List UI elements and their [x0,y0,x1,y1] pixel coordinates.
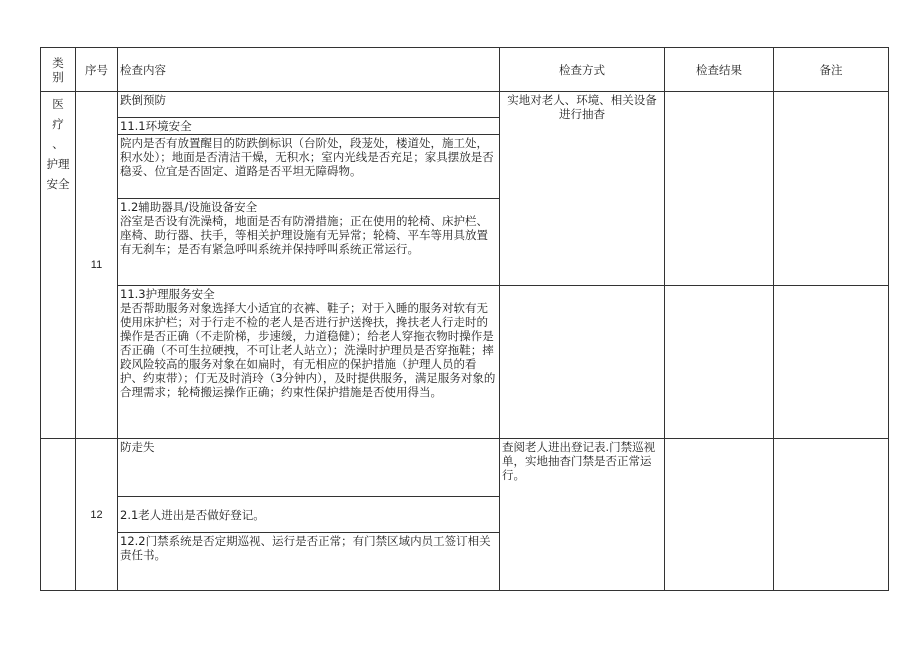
header-method: 检查方式 [500,48,665,92]
section11-sub3-method [500,286,665,439]
section11-sub1-text: 院内是否有放置醒目的防跌倒标识（台阶处，段茏处，楼道处，施工处，积水处）；地面是否清洁干燥，无积水；室内光线是否充足；家具摆放是否稳妥、位宜是否固定、道路是否平坦无障碍物。 [118,135,500,199]
section11-sub3-note[interactable] [774,286,889,439]
section11-method: 实地对老人、环境、相关设备进行抽杳 [500,92,665,286]
header-row [41,48,889,92]
section11-result[interactable] [665,92,774,286]
table-row [41,286,889,439]
category-cell: 医 疗 、 护理 安全 [41,92,76,439]
section12-note[interactable] [774,439,889,591]
table-row [41,92,889,118]
header-content: 检查内容 [118,48,500,92]
section12-method: 查阅老人进出登记表.门禁巡视单，实地抽杳门禁是否正常运行。 [500,439,665,591]
seq-12: 12 [76,439,118,591]
header-seq: 序号 [76,48,118,92]
section12-sub1: 2.1老人进出是否做好登记。 [118,497,500,533]
section11-sub3-result[interactable] [665,286,774,439]
section11-title: 跌倒预防 [118,92,500,118]
inspection-table [40,47,889,591]
section11-sub3: 11.3护理服务安全 是否帮助服务对象选择大小适宜的衣裤、鞋子；对于入睡的服务对软有无使用床护栏；对于行走不检的老人是否进行护送搀扶，搀扶老人行走时的操作是否正确（不走阶梯，步速缓，力道稳健）；给老人穿拖衣物时操作是否正确（不可生拉硬拽，不可让老人站立）；洗澡时护理员是否穿拖鞋；摔跤风险较高的服务对象在如扁时，有无相应的保护措施（护理人员的看护、约束带）；仃无及时消玲（3分钟内），及时提供服务，满足服务对象的合理需求；轮椅搬运操作正确；约束性保护措施是否使用得当。 [118,286,500,439]
header-result: 检查结果 [665,48,774,92]
header-note: 备注 [774,48,889,92]
table-row [41,439,889,497]
seq-11: 11 [76,92,118,439]
category-cell-empty [41,439,76,591]
section11-sub1-title: 11.1环境安全 [118,118,500,135]
section11-note[interactable] [774,92,889,286]
section12-result[interactable] [665,439,774,591]
section11-sub2: 1.2辅助器具/设施设备安全 浴室是否设有洗澡椅，地面是否有防滑措施；正在使用的轮椅、床护栏、座椅、助行器、扶手，等相关护理设施有无异常；轮椅、平车等用具放置有无刹车；是否有紧急呼叫系统并保持呼叫系统正常运行。 [118,199,500,286]
section12-title: 防走失 [118,439,500,497]
section12-sub2: 12.2门禁系统是否定期巡视、运行是否正常；有门禁区域内员工签订相关责任书。 [118,533,500,591]
header-category: 类 别 [41,48,76,92]
